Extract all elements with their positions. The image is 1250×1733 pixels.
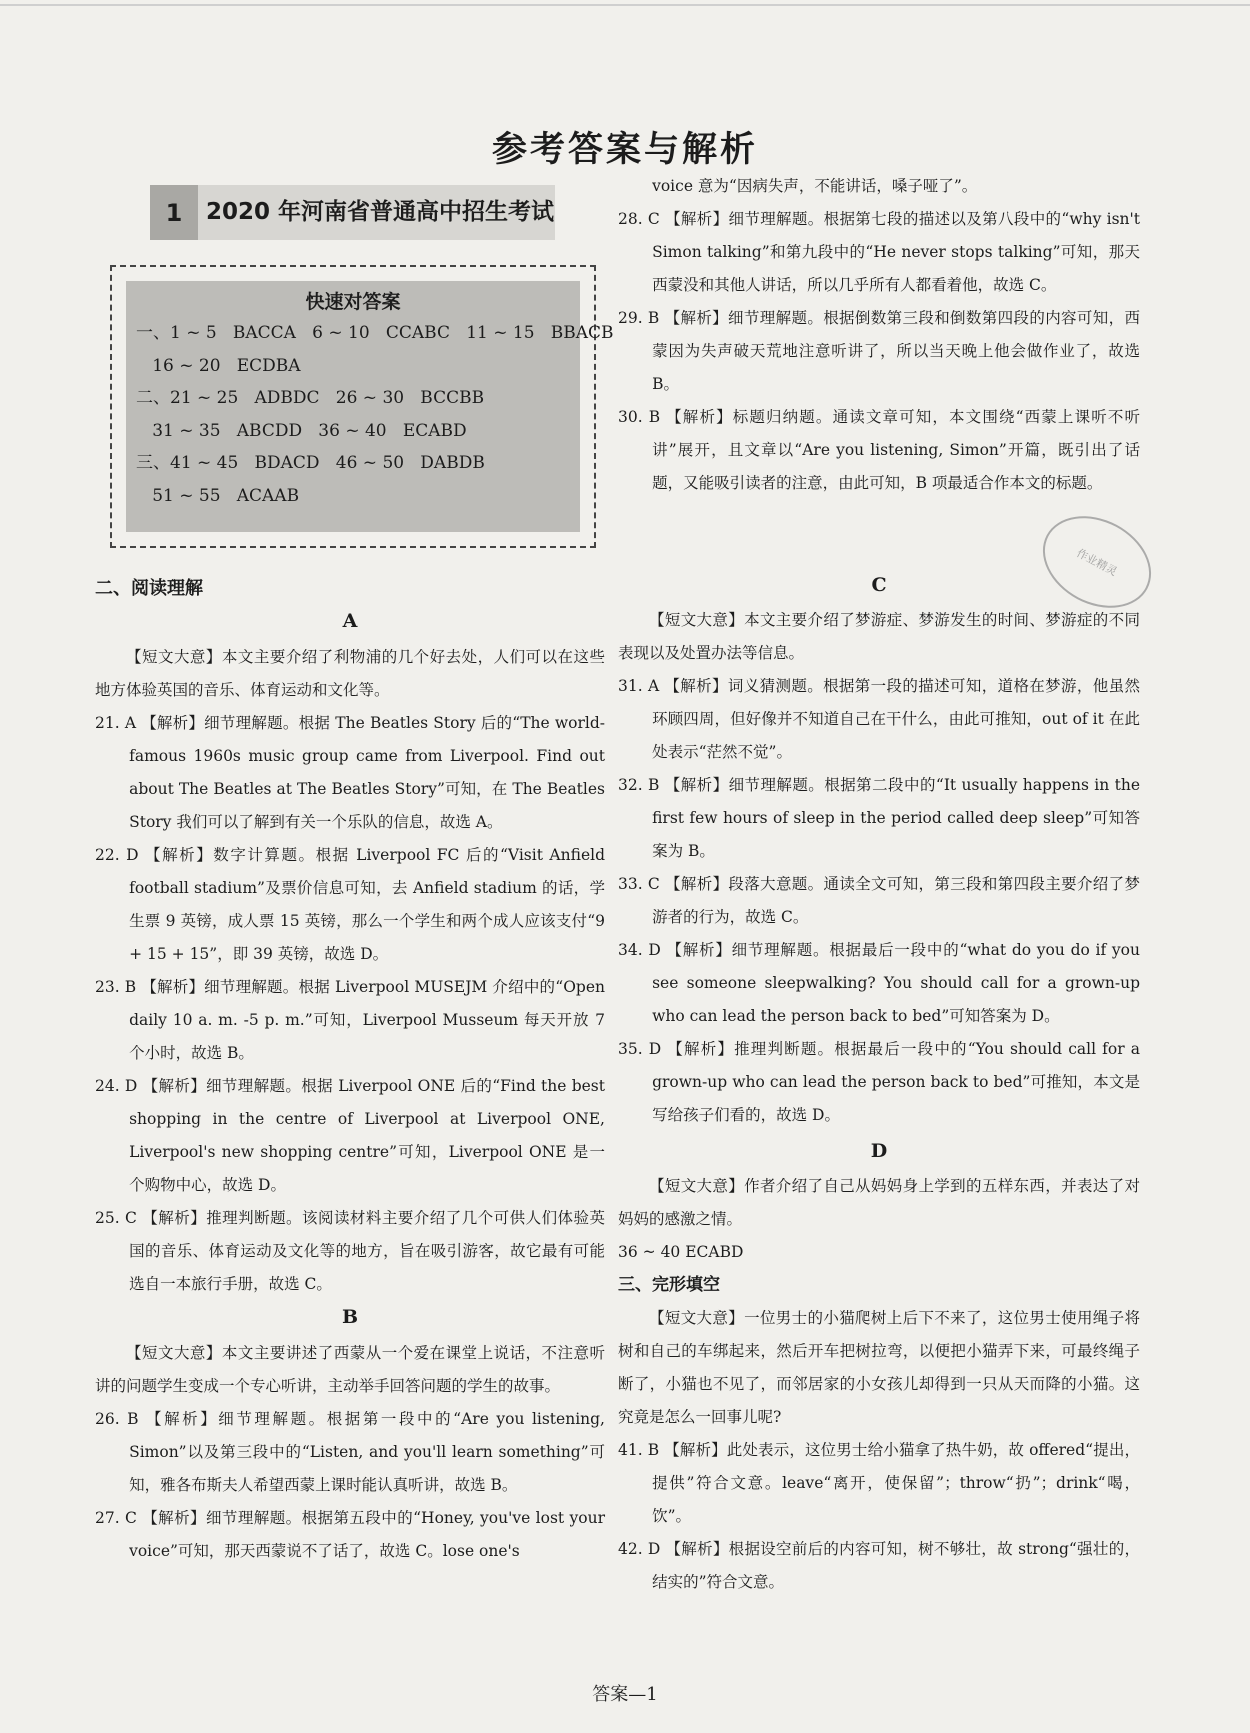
quick-answer-panel [126,281,614,532]
continued-text: voice 意为“因病失声，不能讲话，嗓子哑了”。 [652,177,978,195]
passage-c-summary: 【短文大意】本文主要介绍了梦游症、梦游发生的时间、梦游症的不同表现以及处置办法等信息。 [618,611,1140,662]
answer-line: 51 ~ 55 ACAAB [136,485,300,506]
answer-explanation: 29. B 【解析】细节理解题。根据倒数第三段和倒数第四段的内容可知，西蒙因为失声破天荒地注意听讲了，所以当天晚上他会做作业了，故选 B。 [618,309,1140,393]
answer-explanation: 34. D 【解析】细节理解题。根据最后一段中的“what do you do if you see someone sleepwalking? You should call for a grown-up who can lead the person back to bed”可知答案为 D。 [618,941,1140,1025]
quick-answer-title: 快速对答案 [305,291,401,313]
answer-line: 16 ~ 20 ECDBA [136,355,301,376]
exam-header [150,185,555,240]
answer-explanation: 24. D 【解析】细节理解题。根据 Liverpool ONE 后的“Find the best shopping in the centre of Liverpool at Liverpool ONE, Liverpool's new shopping centre”可知，Liverpool ONE 是一个购物中心，故选 D。 [95,1077,605,1194]
top-divider [0,4,1250,6]
passage-d-block [618,1170,1140,1599]
page-footer: 答案—1 [592,1684,658,1705]
quick-answer-box [110,265,614,548]
answer-explanation: 25. C 【解析】推理判断题。该阅读材料主要介绍了几个可供人们体验英国的音乐、体育运动及文化等的地方，旨在吸引游客，故它最有可能选自一本旅行手册，故选 C。 [95,1209,605,1293]
answer-explanation: 41. B 【解析】此处表示，这位男士给小猫拿了热牛奶，故 offered“提出，提供”符合文意。leave“离开，使保留”；throw“扔”；drink“喝，饮”。 [618,1441,1140,1525]
answer-line: 31 ~ 35 ABCDD 36 ~ 40 ECABD [136,420,467,441]
answer-explanation: 32. B 【解析】细节理解题。根据第二段中的“It usually happens in the first few hours of sleep in the period called deep sleep”可知答案为 B。 [618,776,1140,860]
stamp-text: 作业精灵 [1074,546,1120,579]
passage-a-label: A [342,610,358,632]
answer-explanation: 26. B 【解析】细节理解题。根据第一段中的“Are you listening, Simon”以及第三段中的“Listen, and you'll learn something”可知，雅各布斯夫人希望西蒙上课时能认真听讲，故选 B。 [95,1410,605,1494]
passage-a-summary: 【短文大意】本文主要介绍了利物浦的几个好去处，人们可以在这些地方体验英国的音乐、体育运动和文化等。 [95,648,605,699]
exam-number: 1 [150,185,198,240]
passage-a-block [95,641,605,1301]
answer-explanation: 35. D 【解析】推理判断题。根据最后一段中的“You should call for a grown-up who can lead the person back to bed”可推知，本文是写给孩子们看的，故选 D。 [618,1040,1140,1124]
answer-line: 二、21 ~ 25 ADBDC 26 ~ 30 BCCBB [136,388,485,408]
answer-explanation: 42. D 【解析】根据设空前后的内容可知，树不够壮，故 strong“强壮的，结实的”符合文意。 [618,1540,1140,1591]
right-column-top [618,170,1140,500]
passage-d-label: D [870,1140,888,1162]
page-title: 参考答案与解析 [491,130,758,170]
answer-explanation: 23. B 【解析】细节理解题。根据 Liverpool MUSEJM 介绍中的“Open daily 10 a. m. -5 p. m.”可知，Liverpool Musseum 每天开放 7 个小时，故选 B。 [95,978,605,1062]
answer-line: 一、1 ~ 5 BACCA 6 ~ 10 CCABC 11 ~ 15 BBACB [136,323,614,343]
answer-explanation: 28. C 【解析】细节理解题。根据第七段的描述以及第八段中的“why isn't Simon talking”和第九段中的“He never stops talking”可知，那天西蒙没和其他人讲话，所以几乎所有人都看着他，故选 C。 [618,210,1140,294]
answer-explanation: 33. C 【解析】段落大意题。通读全文可知，第三段和第四段主要介绍了梦游者的行为，故选 C。 [618,875,1140,926]
section-reading-heading: 二、阅读理解 [95,578,203,599]
section-cloze-heading: 三、完形填空 [618,1275,720,1295]
answer-explanation: 27. C 【解析】细节理解题。根据第五段中的“Honey, you've lost your voice”可知，那天西蒙说不了话了，故选 C。lose one's [95,1509,605,1560]
exam-title: 2020 年河南省普通高中招生考试 [206,199,555,225]
passage-d-answers: 36 ~ 40 ECABD [618,1243,744,1261]
passage-b-label: B [341,1306,359,1328]
answer-explanation: 21. A 【解析】细节理解题。根据 The Beatles Story 后的“The world-famous 1960s music group came from Liverpool. Find out about The Beatles at The Beatles Story”可知，在 The Beatles Story 我们可以了解到有关一个乐队的信息，故选 A。 [95,714,605,831]
passage-d-summary: 【短文大意】作者介绍了自己从妈妈身上学到的五样东西，并表达了对妈妈的感激之情。 [618,1177,1140,1228]
passage-c-label: C [871,574,887,596]
answer-line: 三、41 ~ 45 BDACD 46 ~ 50 DABDB [136,453,485,473]
passage-b-block [95,1337,605,1568]
passage-b-summary: 【短文大意】本文主要讲述了西蒙从一个爱在课堂上说话，不注意听讲的问题学生变成一个专心听讲，主动举手回答问题的学生的故事。 [95,1344,605,1395]
answer-explanation: 31. A 【解析】词义猜测题。根据第一段的描述可知，道格在梦游，他虽然环顾四周，但好像并不知道自己在干什么，由此可推知，out of it 在此处表示“茫然不觉”。 [618,677,1140,761]
cloze-summary: 【短文大意】一位男士的小猫爬树上后下不来了，这位男士使用绳子将树和自己的车绑起来，然后开车把树拉弯，以便把小猫弄下来，可最终绳子断了，小猫也不见了，而邻居家的小女孩儿却得到一只从天而降的小猫。这究竟是怎么一回事儿呢? [618,1309,1140,1426]
answer-explanation: 22. D 【解析】数字计算题。根据 Liverpool FC 后的“Visit Anfield football stadium”及票价信息可知，去 Anfield stadium 的话，学生票 9 英镑，成人票 15 英镑，那么一个学生和两个成人应该支付“9 + 15 + 15”，即 39 英镑，故选 D。 [95,846,605,963]
passage-c-block [618,604,1140,1132]
answer-explanation: 30. B 【解析】标题归纳题。通读文章可知，本文围绕“西蒙上课听不听讲”展开，且文章以“Are you listening, Simon”开篇，既引出了话题，又能吸引读者的注意，由此可知，B 项最适合作本文的标题。 [618,408,1140,492]
